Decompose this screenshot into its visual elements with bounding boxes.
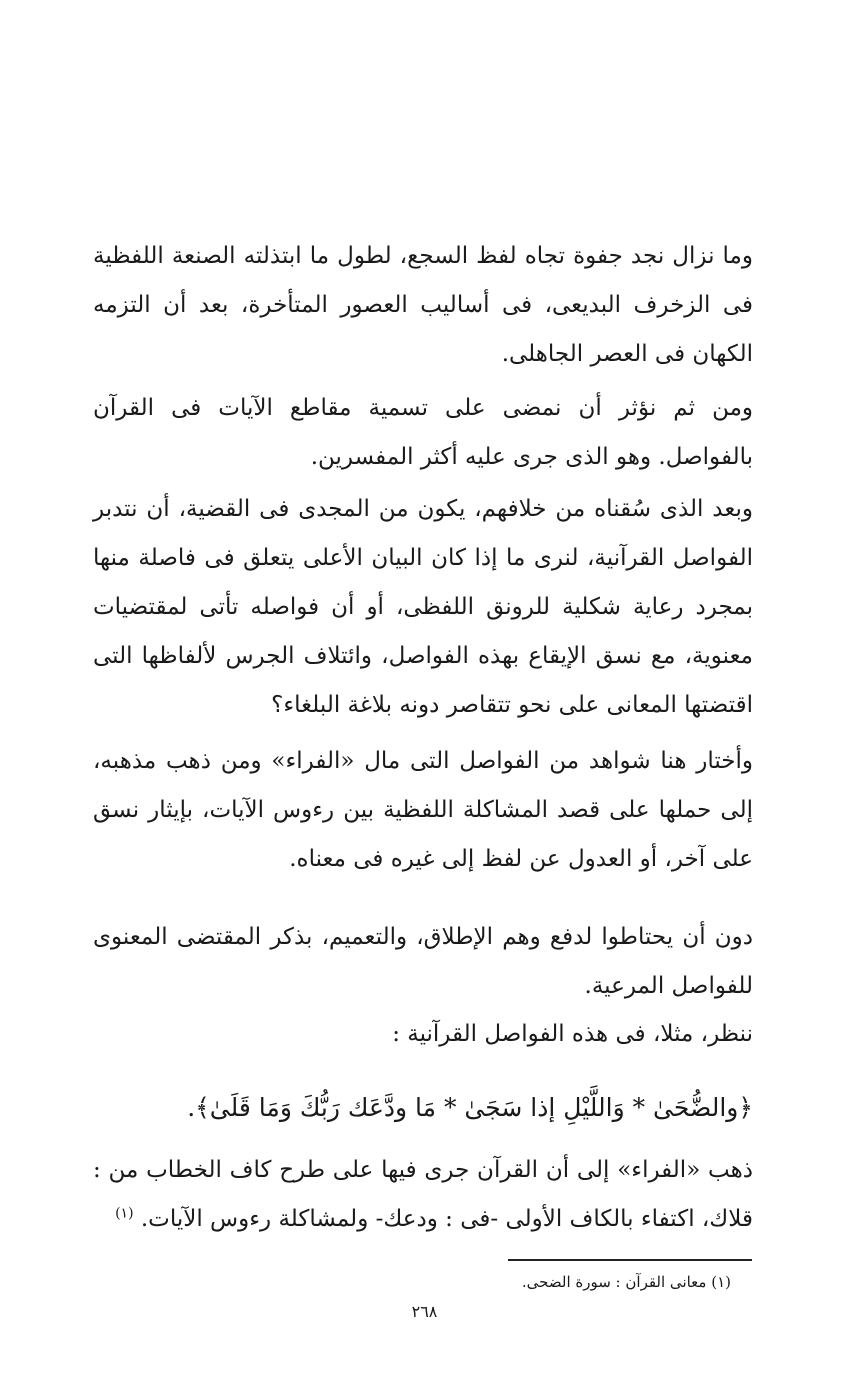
paragraph-reflect-fawasil: وبعد الذى سُقناه من خلافهم، يكون من المجدى فى القضية، أن نتدبر الفواصل القرآنية، لنرى ما إذا كان البيان الأعلى يتعلق فى فاصلة منها بمجرد رعاية شكلية للرونق اللفظى، أو أن فواصله تأتى لمقتضيات معنوية، مع نسق الإيقاع بهذه الفواصل، وائتلاف الجرس لألفاظها التى اقتضتها المعانى على نحو تتقاصر دونه بلاغة البلغاء؟ (93, 496, 753, 718)
paragraph-farra-examples: وأختار هنا شواهد من الفواصل التى مال «الفراء» ومن ذهب مذهبه، إلى حملها على قصد المشاكلة اللفظية بين رءوس الآيات، بإيثار نسق على آخر، أو العدول عن لفظ إلى غيره فى معناه. (93, 748, 753, 872)
footnote-divider (508, 1259, 752, 1261)
paragraph-farra-opinion-text: ذهب «الفراء» إلى أن القرآن جرى فيها على طرح كاف الخطاب من : قلاك، اكتفاء بالكاف الأولى -فى : ودعك- ولمشاكلة رءوس الآيات. (93, 1157, 753, 1232)
paragraph-farra-opinion (93, 1146, 753, 1244)
paragraph-fawasil-naming: ومن ثم نؤثر أن نمضى على تسمية مقاطع الآيات فى القرآن بالفواصل. وهو الذى جرى عليه أكثر المفسرين. (93, 395, 753, 470)
footnote-reference: (١) (115, 1205, 134, 1222)
footnote: (١) معانى القرآن : سورة الضحى. (521, 1273, 731, 1291)
page-number: ٢٦٨ (411, 1302, 438, 1321)
paragraph-saj-aversion: وما نزال نجد جفوة تجاه لفظ السجع، لطول ما ابتذلته الصنعة اللفظية فى الزخرف البديعى، فى أساليب العصور المتأخرة، بعد أن التزمه الكهان فى العصر الجاهلى. (93, 243, 753, 367)
quran-verse: ﴿والضُّحَىٰ * وَاللَّيْلِ إذا سَجَىٰ * مَا ودَّعَك رَبُّكَ وَمَا قَلَىٰ﴾. (187, 1093, 753, 1122)
paragraph-example-intro: ننظر، مثلا، فى هذه الفواصل القرآنية : (392, 1021, 753, 1047)
paragraph-caution: دون أن يحتاطوا لدفع وهم الإطلاق، والتعميم، بذكر المقتضى المعنوى للفواصل المرعية. (93, 924, 753, 999)
